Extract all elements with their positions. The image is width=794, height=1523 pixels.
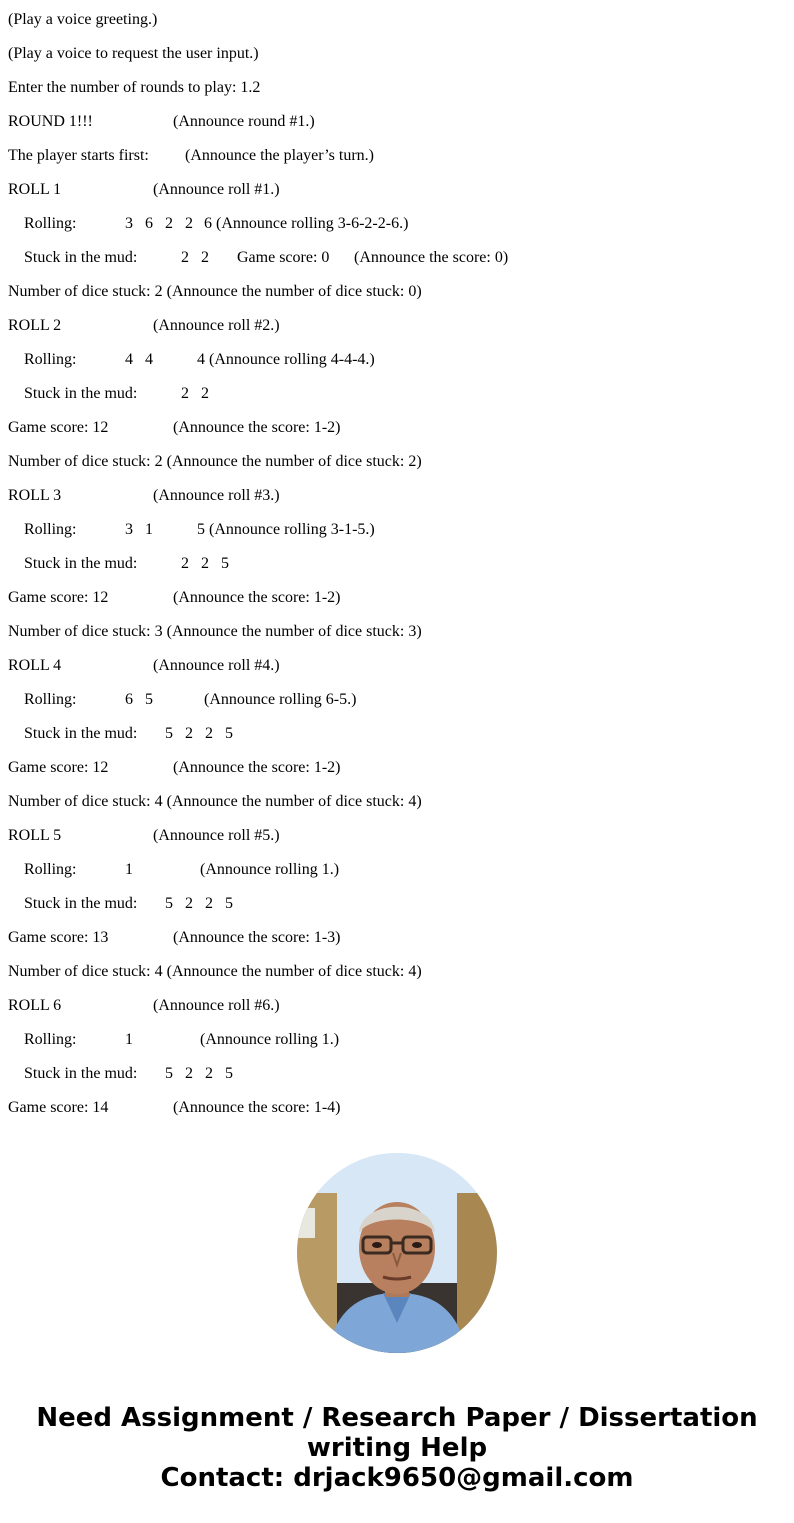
line-segment: Rolling: [24,521,77,538]
line-segment: 3 [125,521,133,538]
author-portrait-icon [297,1153,497,1353]
line-segment: Rolling: [24,215,77,232]
line-segment: (Announce roll #3.) [153,487,280,504]
line-segment: ROLL 4 [8,657,62,674]
line-segment: (Announce roll #6.) [153,997,280,1014]
line-segment: 2 [205,725,213,742]
line-segment: The player starts first: [8,147,149,164]
line-segment: 5 [165,895,173,912]
line-segment: 1 [125,1031,133,1048]
line-segment: 5 [165,725,173,742]
line-segment: 2 [181,249,189,266]
line-segment: Number of dice stuck: 2 (Announce the number of dice stuck: 2) [8,453,422,470]
line-segment: (Announce rolling 6-5.) [204,691,357,708]
line-segment: (Play a voice greeting.) [8,11,158,28]
line-segment: 2 [201,385,209,402]
line-segment: Game score: 13 [8,929,109,946]
line-segment: ROLL 3 [8,487,62,504]
author-avatar [297,1153,497,1353]
line-segment: Stuck in the mud: [24,725,138,742]
line-segment: (Announce the player’s turn.) [185,147,374,164]
line-segment: (Announce round #1.) [173,113,315,130]
line-segment: 4 [145,351,153,368]
line-segment: 2 [205,895,213,912]
line-segment: (Announce the score: 1-3) [173,929,341,946]
line-segment: Number of dice stuck: 3 (Announce the number of dice stuck: 3) [8,623,422,640]
line-segment: 2 [185,1065,193,1082]
line-segment: (Announce the score: 0) [354,249,509,266]
line-segment: 6 [145,215,153,232]
line-segment: ROLL 6 [8,997,62,1014]
line-segment: 2 [181,385,189,402]
line-segment: ROLL 5 [8,827,62,844]
line-segment: 1 [145,521,153,538]
line-segment: Stuck in the mud: [24,249,138,266]
line-segment: (Announce roll #5.) [153,827,280,844]
line-segment: Number of dice stuck: 4 (Announce the number of dice stuck: 4) [8,963,422,980]
line-segment: (Announce rolling 1.) [200,861,340,878]
line-segment: (Announce roll #2.) [153,317,280,334]
line-segment: 2 [185,215,193,232]
line-segment: ROUND 1!!! [8,113,93,130]
line-segment: (Announce the score: 1-2) [173,589,341,606]
line-segment: Stuck in the mud: [24,385,138,402]
footer-line-3: Contact: drjack9650@gmail.com [160,1463,634,1493]
line-segment: (Announce roll #4.) [153,657,280,674]
line-segment: 2 [181,555,189,572]
line-segment: (Announce the score: 1-2) [173,419,341,436]
line-segment: 5 [225,1065,233,1082]
line-segment: 2 [165,215,173,232]
line-segment: 1 [125,861,133,878]
line-segment: 5 [221,555,229,572]
line-segment: 6 [125,691,133,708]
line-segment: (Announce roll #1.) [153,181,280,198]
line-segment: Rolling: [24,691,77,708]
line-segment: Number of dice stuck: 2 (Announce the number of dice stuck: 0) [8,283,422,300]
line-segment: Number of dice stuck: 4 (Announce the number of dice stuck: 4) [8,793,422,810]
line-segment: 5 [225,895,233,912]
footer-line-2: writing Help [306,1433,488,1463]
line-segment: 2 [185,895,193,912]
line-segment: Rolling: [24,351,77,368]
line-segment: Rolling: [24,1031,77,1048]
line-segment: ROLL 2 [8,317,62,334]
line-segment: 5 (Announce rolling 3-1-5.) [197,521,375,538]
line-segment: ROLL 1 [8,181,62,198]
line-segment: Game score: 12 [8,759,109,776]
line-segment: Stuck in the mud: [24,895,138,912]
line-segment: Enter the number of rounds to play: 1.2 [8,79,261,96]
line-segment: 5 [225,725,233,742]
line-segment: (Play a voice to request the user input.) [8,45,259,62]
line-segment: 2 [201,249,209,266]
line-segment: Rolling: [24,861,77,878]
line-segment: (Announce the score: 1-2) [173,759,341,776]
line-segment: 6 (Announce rolling 3-6-2-2-6.) [204,215,409,232]
line-segment: (Announce the score: 1-4) [173,1099,341,1116]
line-segment: Stuck in the mud: [24,555,138,572]
line-segment: 2 [201,555,209,572]
line-segment: Game score: 14 [8,1099,109,1116]
footer-banner [0,1403,794,1493]
line-segment: Game score: 0 [237,249,330,266]
line-segment: 5 [165,1065,173,1082]
line-segment: Game score: 12 [8,419,109,436]
footer-line-1: Need Assignment / Research Paper / Dissertation [36,1403,758,1433]
line-segment: 2 [205,1065,213,1082]
line-segment: Stuck in the mud: [24,1065,138,1082]
line-segment: 5 [145,691,153,708]
line-segment: 4 (Announce rolling 4-4-4.) [197,351,375,368]
line-segment: (Announce rolling 1.) [200,1031,340,1048]
line-segment: 2 [185,725,193,742]
line-segment: 3 [125,215,133,232]
line-segment: 4 [125,351,133,368]
line-segment: Game score: 12 [8,589,109,606]
